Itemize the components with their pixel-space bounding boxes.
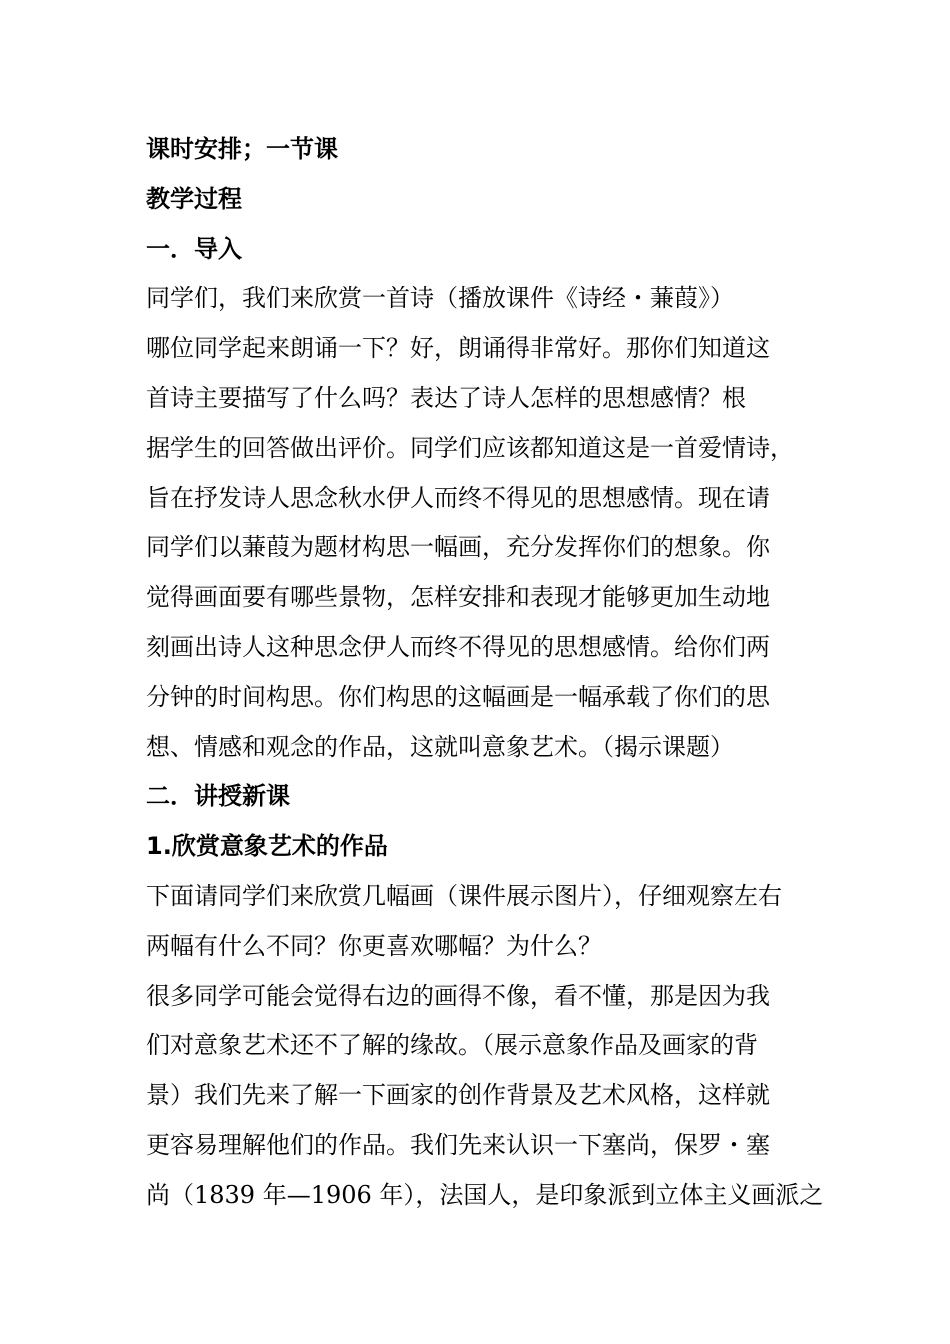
- paragraph-line: 很多同学可能会觉得右边的画得不像，看不懂，那是因为我: [146, 981, 770, 1010]
- paragraph-line: 景）我们先来了解一下画家的创作背景及艺术风格，这样就: [146, 1081, 770, 1110]
- paragraph-line: 刻画出诗人这种思念伊人而终不得见的思想感情。给你们两: [146, 632, 770, 661]
- paragraph-line: 同学们以蒹葭为题材构思一幅画，充分发挥你们的想象。你: [146, 533, 770, 562]
- paragraph-line: 尚（1839 年—1906 年），法国人，是印象派到立体主义画派之: [146, 1180, 824, 1209]
- paragraph-line: 觉得画面要有哪些景物，怎样安排和表现才能够更加生动地: [146, 583, 770, 612]
- document-body: [146, 125, 826, 1221]
- section-heading: 1.欣赏意象艺术的作品: [146, 832, 388, 861]
- paragraph-line: 更容易理解他们的作品。我们先来认识一下塞尚，保罗・塞: [146, 1130, 770, 1159]
- paragraph-line: 首诗主要描写了什么吗？表达了诗人怎样的思想感情？根: [146, 383, 746, 412]
- paragraph-line: 据学生的回答做出评价。同学们应该都知道这是一首爱情诗，: [146, 433, 794, 462]
- paragraph-line: 下面请同学们来欣赏几幅画（课件展示图片），仔细观察左右: [146, 881, 782, 910]
- section-heading: 教学过程: [146, 184, 242, 213]
- paragraph-line: 同学们，我们来欣赏一首诗（播放课件《诗经・蒹葭》）: [146, 284, 734, 313]
- paragraph-line: 旨在抒发诗人思念秋水伊人而终不得见的思想感情。现在请: [146, 483, 770, 512]
- paragraph-line: 两幅有什么不同？你更喜欢哪幅？为什么？: [146, 931, 602, 960]
- section-heading: 一．导入: [146, 234, 242, 263]
- paragraph-line: 哪位同学起来朗诵一下？好，朗诵得非常好。那你们知道这: [146, 334, 770, 363]
- paragraph-line: 们对意象艺术还不了解的缘故。（展示意象作品及画家的背: [146, 1031, 758, 1060]
- section-heading: 课时安排；一节课: [146, 135, 338, 163]
- paragraph-line: 分钟的时间构思。你们构思的这幅画是一幅承载了你们的思: [146, 682, 770, 711]
- paragraph-line: 想、情感和观念的作品，这就叫意象艺术。（揭示课题）: [146, 732, 734, 761]
- section-heading: 二．讲授新课: [146, 782, 290, 811]
